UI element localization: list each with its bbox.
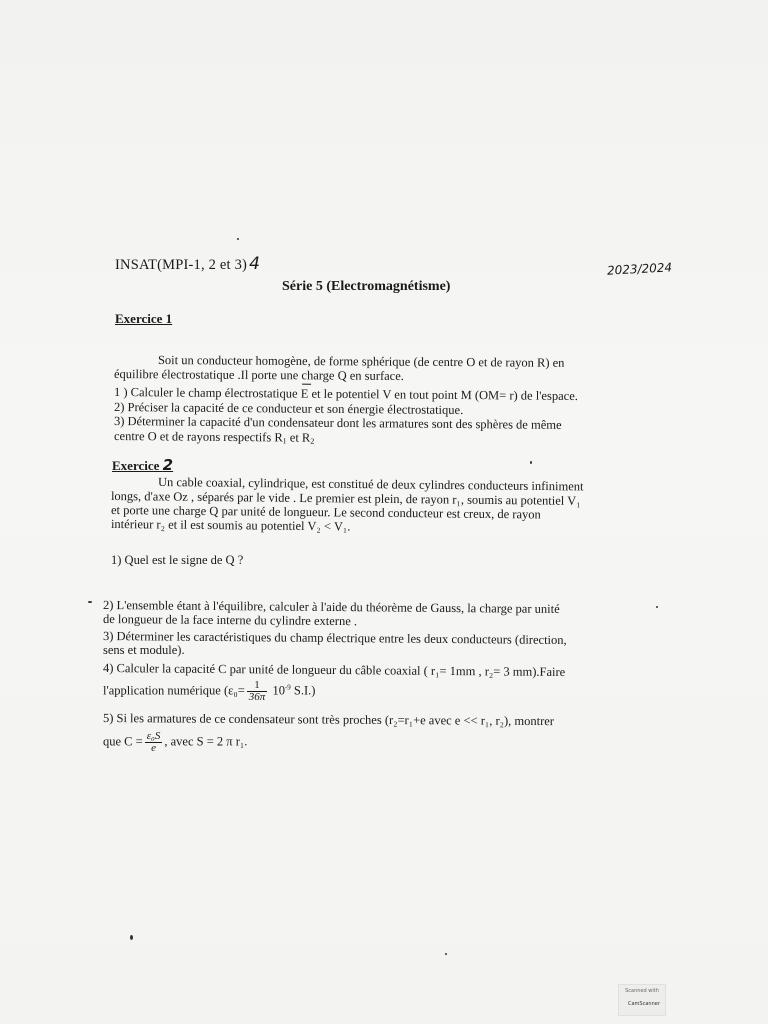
vector-e-symbol: E <box>300 386 309 401</box>
ex2-intro-line1: Un cable coaxial, cylindrique, est constitué de deux cylindres conducteurs infiniment <box>157 475 584 494</box>
ex2-question4-line1: 4) Calculer la capacité C par unité de longueur du câble coaxial ( r₁= 1mm , r₂= 3 mm).Faire <box>102 661 566 680</box>
scan-speck <box>237 238 239 240</box>
ex2-q4-power-base: 10 <box>269 683 285 698</box>
watermark-line1: Scanned with <box>625 988 659 994</box>
ex1-question3-line1: 3) Déterminer la capacité d'un condensateur dont les armatures sont des sphères de même <box>113 414 562 432</box>
header-institution <box>115 254 261 274</box>
header-year: 2023/2024 <box>606 260 673 278</box>
fraction-denominator: 36π <box>248 691 266 703</box>
ex1-question2: 2) Préciser la capacité de ce conducteur et son énergie électrostatique. <box>113 400 464 418</box>
ex2-question4-line2 <box>103 680 315 703</box>
ex2-intro-line3: et porte une charge Q par unité de longueur. Le second conducteur est creux, de rayon <box>110 503 541 522</box>
ex2-intro-line4: intérieur r₂ et il est soumis au potentiel V₂ < V₁. <box>110 517 351 534</box>
ex2-question2-line1: 2) L'ensemble étant à l'équilibre, calculer à l'aide du théorème de Gauss, la charge par unité <box>102 598 560 616</box>
exercise2-number: 2 <box>162 456 174 474</box>
fraction-numerator: 1 <box>247 680 268 692</box>
fraction-denominator: e <box>151 742 156 754</box>
group-mark: 4 <box>249 254 261 274</box>
ex1-q3-mid: et R <box>286 430 311 445</box>
ex2-question5-line2 <box>103 731 247 754</box>
ex1-question3-line2 <box>114 429 314 449</box>
ex2-question3-line2: sens et module). <box>103 643 185 657</box>
scan-speck <box>88 601 92 603</box>
ex2-question3-line1: 3) Déterminer les caractéristiques du champ électrique entre les deux conducteurs (direction, <box>102 629 567 648</box>
scan-speck <box>530 461 532 464</box>
institution-text: INSAT(MPI-1, 2 et 3) <box>115 257 248 273</box>
ex2-intro-line2: longs, d'axe Oz , séparés par le vide . Le premier est plein, de rayon r₁, soumis au potentiel V₁ <box>110 489 581 508</box>
fraction-eps0-s-over-e <box>145 731 163 754</box>
fraction-1-over-36pi <box>247 680 268 703</box>
ex2-q5-prefix: que C = <box>103 734 143 749</box>
ex1-q1-part-b: et le potentiel V en tout point M (OM= r) de l'espace. <box>308 386 578 404</box>
exercise1-title: Exercice 1 <box>115 311 173 326</box>
ex1-intro-line1: Soit un conducteur homogène, de forme sphérique (de centre O et de rayon R) en <box>157 353 565 370</box>
ex2-q4-permittivity-label: l'application numérique (ε₀= <box>103 683 245 698</box>
subscript-1: 1 <box>282 436 287 446</box>
fraction-numerator: ε₀S <box>146 730 161 742</box>
exercise2-title <box>112 458 173 473</box>
subscript-2: 2 <box>310 436 315 446</box>
ex2-question2-line2: de longueur de la face interne du cylindre externe . <box>102 612 358 629</box>
watermark-line2: CamScanner <box>628 1001 660 1007</box>
ex2-question1: 1) Quel est le signe de Q ? <box>111 553 244 567</box>
scan-speck <box>445 953 447 955</box>
ex1-q3-text: centre O et de rayons respectifs R <box>113 429 283 445</box>
scan-speck <box>656 606 658 608</box>
ex2-question5-line1: 5) Si les armatures de ce condensateur sont très proches (r₂=r₁+e avec e << r₁, r₂), montrer <box>102 711 555 729</box>
series-title: Série 5 (Electromagnétisme) <box>282 279 451 294</box>
ex1-q1-part-a: 1 ) Calculer le champ électrostatique <box>113 385 301 401</box>
ex2-q5-suffix: , avec S = 2 π r₁. <box>164 734 248 749</box>
exercise2-title-text: Exercice <box>112 458 163 473</box>
scan-speck <box>130 935 133 940</box>
ex2-q4-exponent: -9 <box>284 683 291 692</box>
ex2-q4-unit: S.I.) <box>290 683 316 698</box>
watermark-mark <box>626 999 658 1009</box>
camscanner-watermark <box>618 984 666 1016</box>
ex1-intro-line2: équilibre électrostatique .Il porte une charge Q en surface. <box>113 367 404 384</box>
